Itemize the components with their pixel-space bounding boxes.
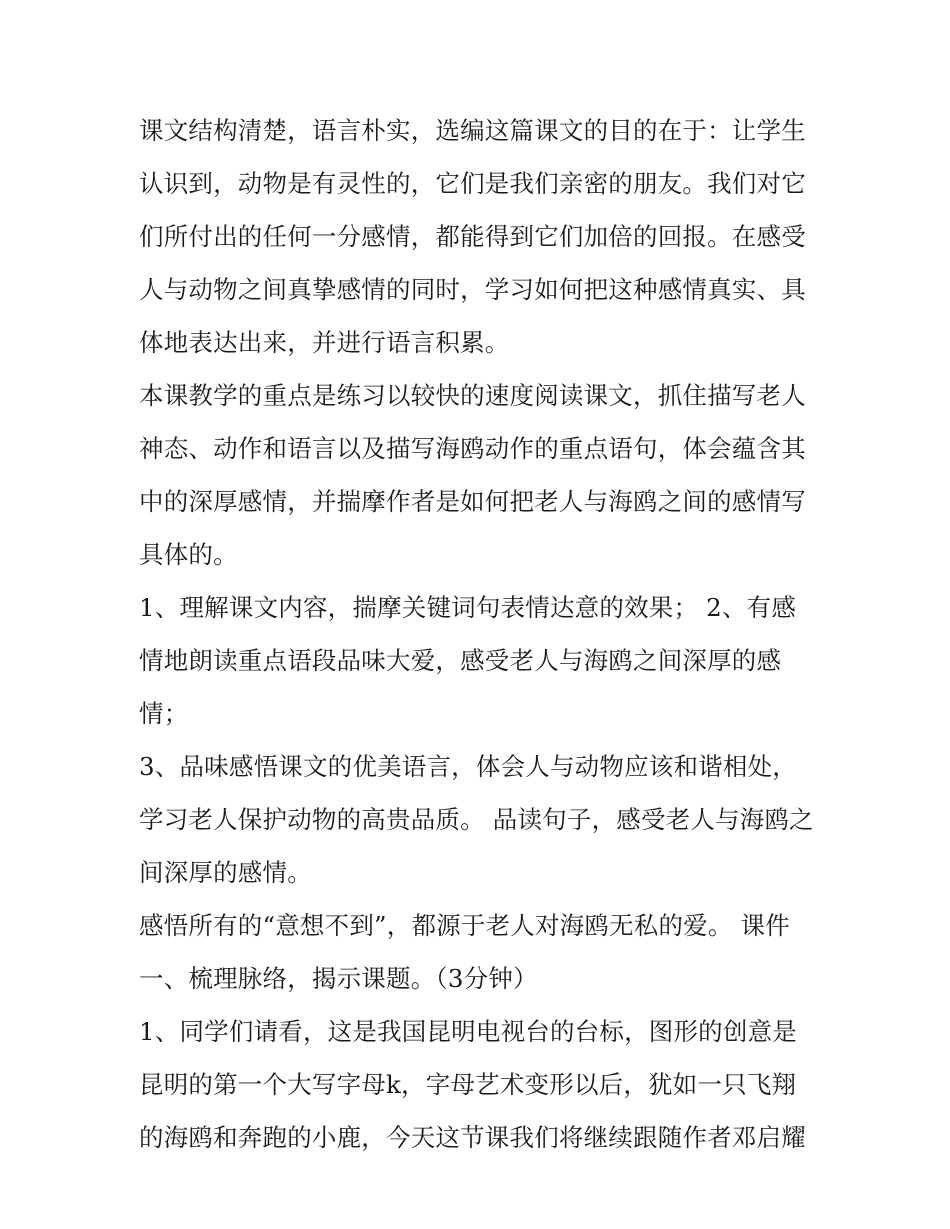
section-heading-one: 一、梳理脉络，揭示课题。（3分钟） (139, 964, 538, 993)
document-body (139, 104, 819, 1164)
paragraph-objectives-1-2: 1、理解课文内容，揣摩关键词句表情达意的效果； 2、有感情地朗读重点语段品味大爱，感受老人与海鸥之间深厚的感情； (139, 593, 797, 728)
paragraph-objective-3: 3、品味感悟课文的优美语言，体会人与动物应该和谐相处，学习老人保护动物的高贵品质。 品读句子，感受老人与海鸥之间深厚的感情。 (139, 752, 814, 887)
paragraph-teaching-focus: 本课教学的重点是练习以较快的速度阅读课文，抓住描写老人神态、动作和语言以及描写海鸥动作的重点语句，体会蕴含其中的深厚感情，并揣摩作者是如何把老人与海鸥之间的感情写具体的。 (139, 381, 806, 569)
paragraph-purpose: 课文结构清楚，语言朴实，选编这篇课文的目的在于：让学生认识到，动物是有灵性的，它们是我们亲密的朋友。我们对它们所付出的任何一分感情，都能得到它们加倍的回报。在感受人与动物之间真挚感情的同时，学习如何把这种感情真实、具体地表达出来，并进行语言积累。 (139, 116, 806, 357)
paragraph-intro-step-1: 1、同学们请看，这是我国昆明电视台的台标，图形的创意是昆明的第一个大写字母k，字母艺术变形以后，犹如一只飞翔的海鸥和奔跑的小鹿，今天这节课我们将继续跟随作者邓启耀 (139, 1017, 806, 1152)
paragraph-difficulty: 感悟所有的“意想不到”，都源于老人对海鸥无私的爱。 课件 (139, 911, 790, 940)
